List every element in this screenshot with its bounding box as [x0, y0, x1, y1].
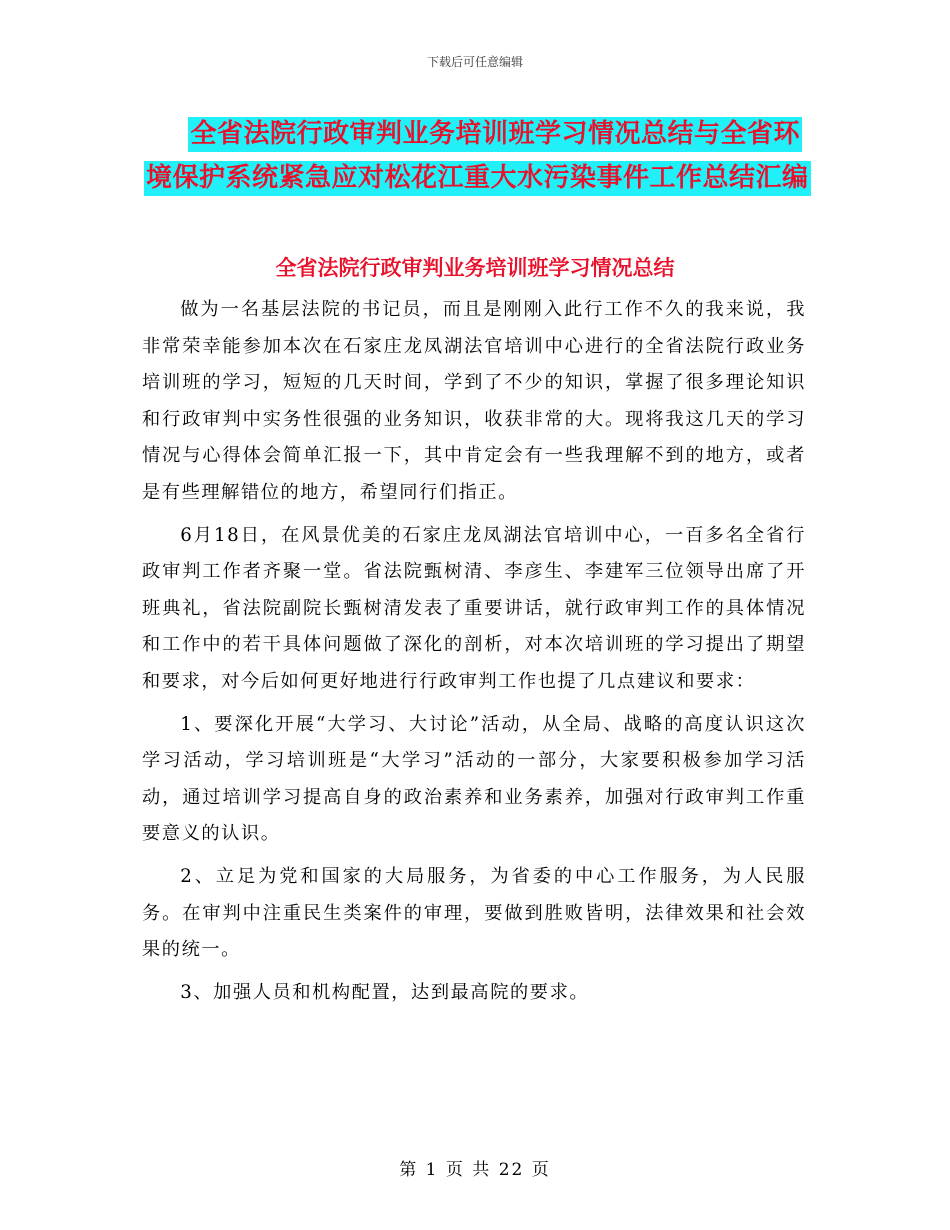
paragraph: 6月18日，在风景优美的石家庄龙凤湖法官培训中心，一百多名全省行政审判工作者齐聚一堂。省法院甄树清、李彦生、李建军三位领导出席了开班典礼，省法院副院长甄树清发表了重要讲话，就行政审判工作的具体情况和工作中的若干具体问题做了深化的剖析，对本次培训班的学习提出了期望和要求，对今后如何更好地进行行政审判工作也提了几点建议和要求：	[142, 524, 806, 692]
paragraph: 做为一名基层法院的书记员，而且是刚刚入此行工作不久的我来说，我非常荣幸能参加本次在石家庄龙凤湖法官培训中心进行的全省法院行政业务培训班的学习，短短的几天时间，学到了不少的知识，掌握了很多理论知识和行政审判中实务性很强的业务知识，收获非常的大。现将我这几天的学习情况与心得体会简单汇报一下，其中肯定会有一些我理解不到的地方，或者是有些理解错位的地方，希望同行们指正。	[142, 299, 806, 503]
page-header-note: 下载后可任意编辑	[426, 55, 523, 69]
page-footer: 第 1 页 共 22 页	[399, 1160, 551, 1180]
paragraph: 1、要深化开展“大学习、大讨论”活动，从全局、战略的高度认识这次学习活动，学习培训班是“大学习”活动的一部分，大家要积极参加学习活动，通过培训学习提高自身的政治素养和业务素养，加强对行政审判工作重要意义的认识。	[142, 713, 806, 845]
document-title-text-2: 境保护系统紧急应对松花江重大水污染事件工作总结汇编	[144, 161, 811, 196]
document-title-line-2	[0, 157, 950, 194]
document-title-text-1: 全省法院行政审判业务培训班学习情况总结与全省环	[188, 117, 802, 152]
section-title: 全省法院行政审判业务培训班学习情况总结	[275, 256, 675, 280]
paragraph: 2、立足为党和国家的大局服务，为省委的中心工作服务，为人民服务。在审判中注重民生类案件的审理，要做到胜败皆明，法律效果和社会效果的统一。	[142, 865, 806, 961]
document-title-line-1	[0, 113, 950, 150]
paragraph: 3、加强人员和机构配置，达到最高院的要求。	[180, 981, 590, 1003]
document-body	[142, 292, 806, 1017]
